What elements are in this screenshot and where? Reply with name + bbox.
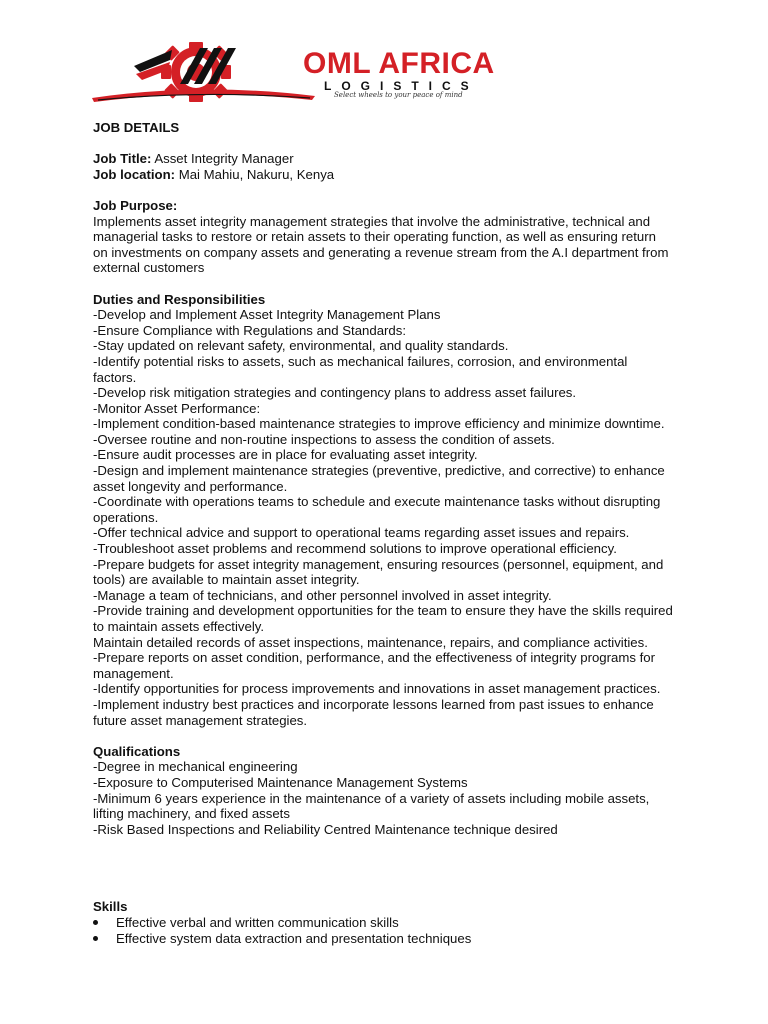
skill-item: Effective system data extraction and presentation techniques	[93, 931, 673, 947]
logo-tagline: Select wheels to your peace of mind	[334, 91, 463, 99]
company-logo	[90, 40, 560, 106]
duty-item: -Identify potential risks to assets, such as mechanical failures, corrosion, and environmental factors.	[93, 353, 628, 385]
skills-list	[93, 915, 673, 946]
duty-item: Maintain detailed records of asset inspections, maintenance, repairs, and compliance activities.	[93, 634, 648, 650]
qualifications-heading: Qualifications	[93, 743, 181, 759]
logo-brand-subtitle: LOGISTICS	[324, 79, 479, 93]
duty-item: -Offer technical advice and support to operational teams regarding asset issues and repairs.	[93, 525, 630, 541]
logo-brand-name: OML AFRICA	[303, 47, 495, 80]
job-title-line	[93, 151, 673, 167]
job-document	[93, 120, 673, 946]
duty-item: -Coordinate with operations teams to schedule and execute maintenance tasks without disrupting operations.	[93, 494, 661, 525]
qualification-item: -Minimum 6 years experience in the maintenance of a variety of assets including mobile assets, lifting machinery, and fixed assets	[93, 790, 650, 822]
duties-list	[93, 307, 673, 728]
duty-item: -Provide training and development opportunities for the team to ensure they have the skills required to maintain assets effectively.	[93, 603, 673, 634]
job-location-line	[93, 167, 673, 183]
purpose-heading: Job Purpose:	[93, 197, 178, 213]
duty-item: -Troubleshoot asset problems and recommend solutions to improve operational efficiency.	[93, 541, 617, 557]
duty-item: -Stay updated on relevant safety, environmental, and quality standards.	[93, 338, 509, 354]
purpose-text: Implements asset integrity management strategies that involve the administrative, technical and managerial tasks to restore or retain assets to their operating function, as well as ensuring return on investments on company assets and generating a revenue stream from the A.I department from external customers	[93, 213, 669, 276]
duty-item: -Ensure Compliance with Regulations and Standards:	[93, 322, 407, 338]
document-heading: JOB DETAILS	[93, 120, 180, 135]
duty-item: -Prepare budgets for asset integrity management, ensuring resources (personnel, equipment, and tools) are available to maintain asset integrity.	[93, 556, 664, 588]
qualification-item: -Risk Based Inspections and Reliability Centred Maintenance technique desired	[93, 821, 558, 837]
duty-item: -Identify opportunities for process improvements and innovations in asset management practices.	[93, 681, 661, 697]
job-location-label: Job location:	[93, 166, 176, 182]
duty-item: -Oversee routine and non-routine inspections to assess the condition of assets.	[93, 431, 555, 447]
gear-road-logo-icon	[90, 40, 320, 106]
duty-item: -Design and implement maintenance strategies (preventive, predictive, and corrective) to enhance asset longevity and performance.	[93, 463, 665, 494]
qualification-item: -Degree in mechanical engineering	[93, 759, 298, 775]
qualification-item: -Exposure to Computerised Maintenance Management Systems	[93, 774, 468, 790]
skill-item: Effective verbal and written communication skills	[93, 915, 673, 931]
duty-item: -Manage a team of technicians, and other personnel involved in asset integrity.	[93, 587, 552, 603]
duty-item: -Prepare reports on asset condition, performance, and the effectiveness of integrity programs for management.	[93, 650, 655, 681]
duty-item: -Develop risk mitigation strategies and contingency plans to address asset failures.	[93, 385, 577, 401]
job-location-value: Mai Mahiu, Nakuru, Kenya	[178, 166, 335, 182]
job-title-label: Job Title:	[93, 151, 152, 167]
duty-item: -Implement condition-based maintenance strategies to improve efficiency and minimize downtime.	[93, 416, 665, 432]
duty-item: -Monitor Asset Performance:	[93, 400, 261, 416]
duty-item: -Implement industry best practices and incorporate lessons learned from past issues to enhance future asset management strategies.	[93, 696, 654, 728]
duty-item: -Ensure audit processes are in place for evaluating asset integrity.	[93, 447, 478, 463]
skills-heading: Skills	[93, 899, 128, 915]
job-title-value: Asset Integrity Manager	[154, 151, 294, 167]
duties-heading: Duties and Responsibilities	[93, 291, 266, 307]
duty-item: -Develop and Implement Asset Integrity Management Plans	[93, 307, 441, 323]
qualifications-list	[93, 759, 673, 837]
